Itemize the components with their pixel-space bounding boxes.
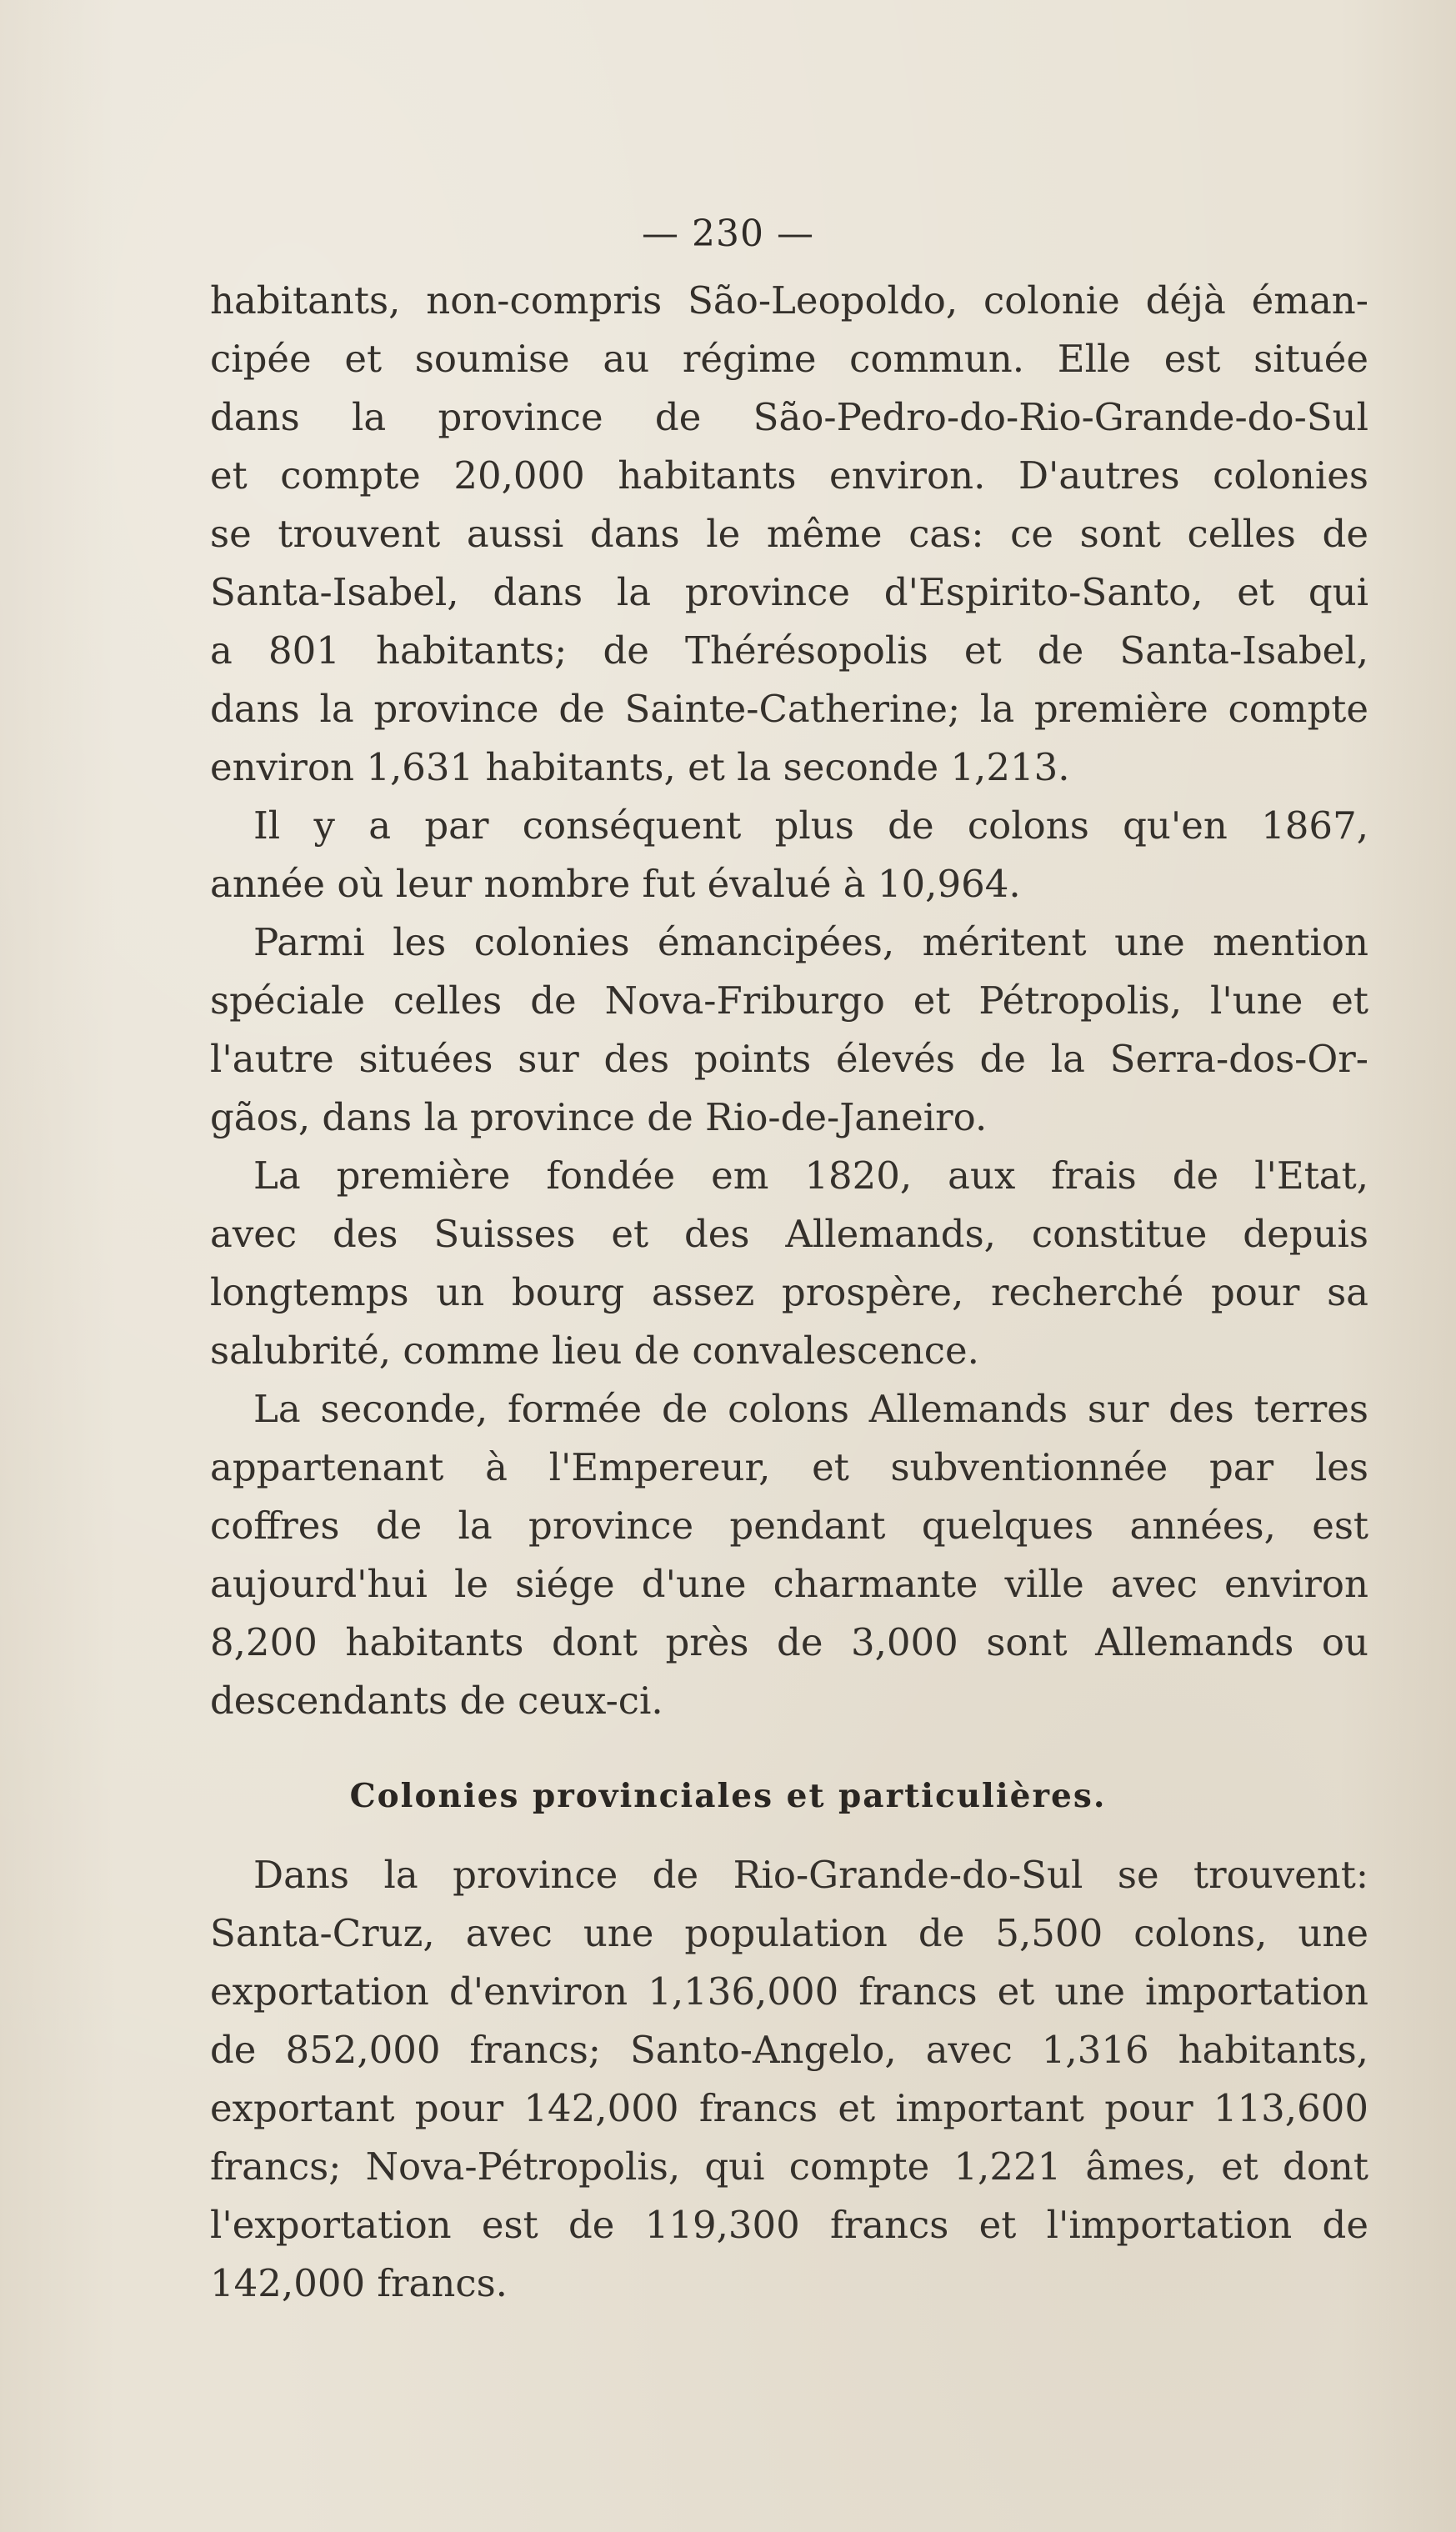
text-line: de 852,000 francs; Santo-Angelo, avec 1,316 habitants, <box>210 2028 1368 2072</box>
text-line: 8,200 habitants dont près de 3,000 sont Allemands ou <box>210 1620 1368 1664</box>
text-line: Santa-Isabel, dans la province d'Espirito-Santo, et qui <box>210 570 1368 614</box>
text-line: dans la province de Sainte-Catherine; la première compte <box>210 687 1368 731</box>
text-line: 142,000 francs. <box>210 2261 508 2305</box>
section-paragraph <box>210 1846 1368 2313</box>
text-line: avec des Suisses et des Allemands, constitue depuis <box>210 1212 1368 1256</box>
main-paragraphs <box>210 272 1368 1730</box>
section-heading: Colonies provinciales et particulières. <box>349 1777 1107 1815</box>
text-line: et compte 20,000 habitants environ. D'autres colonies <box>210 453 1368 498</box>
text-line: salubrité, comme lieu de convalescence. <box>210 1329 979 1373</box>
text-line: année où leur nombre fut évalué à 10,964. <box>210 862 1021 906</box>
text-line: descendants de ceux-ci. <box>210 1679 663 1723</box>
text-line: l'exportation est de 119,300 francs et l'importation de <box>210 2203 1368 2247</box>
text-line: La seconde, formée de colons Allemands sur des terres <box>253 1387 1368 1431</box>
text-line: coffres de la province pendant quelques années, est <box>210 1504 1368 1548</box>
text-line: Dans la province de Rio-Grande-do-Sul se trouvent: <box>253 1853 1368 1897</box>
text-line: a 801 habitants; de Thérésopolis et de Santa-Isabel, <box>210 628 1368 673</box>
text-line: l'autre situées sur des points élevés de la Serra-dos-Or- <box>210 1037 1368 1081</box>
text-line: se trouvent aussi dans le même cas: ce sont celles de <box>210 512 1368 556</box>
text-line: aujourd'hui le siége d'une charmante ville avec environ <box>210 1562 1368 1606</box>
text-line: longtemps un bourg assez prospère, recherché pour sa <box>210 1270 1368 1314</box>
text-line: dans la province de São-Pedro-do-Rio-Grande-do-Sul <box>210 395 1368 439</box>
text-line: gãos, dans la province de Rio-de-Janeiro. <box>210 1095 988 1139</box>
text-line: La première fondée em 1820, aux frais de l'Etat, <box>253 1153 1368 1198</box>
text-line: francs; Nova-Pétropolis, qui compte 1,221 âmes, et dont <box>210 2144 1368 2189</box>
text-line: environ 1,631 habitants, et la seconde 1,213. <box>210 745 1070 789</box>
page-number: — 230 — <box>642 213 814 255</box>
text-line: Il y a par conséquent plus de colons qu'en 1867, <box>253 803 1368 848</box>
text-line: exportation d'environ 1,136,000 francs et une importation <box>210 1969 1368 2014</box>
text-line: habitants, non-compris São-Leopoldo, colonie déjà éman- <box>210 278 1368 323</box>
text-line: exportant pour 142,000 francs et important pour 113,600 <box>210 2086 1368 2130</box>
text-line: spéciale celles de Nova-Friburgo et Pétropolis, l'une et <box>210 978 1368 1023</box>
text-line: appartenant à l'Empereur, et subventionnée par les <box>210 1445 1368 1489</box>
text-line: Parmi les colonies émancipées, méritent une mention <box>253 920 1368 964</box>
text-line: cipée et soumise au régime commun. Elle est située <box>210 337 1368 381</box>
text-line: Santa-Cruz, avec une population de 5,500 colons, une <box>210 1911 1368 1955</box>
